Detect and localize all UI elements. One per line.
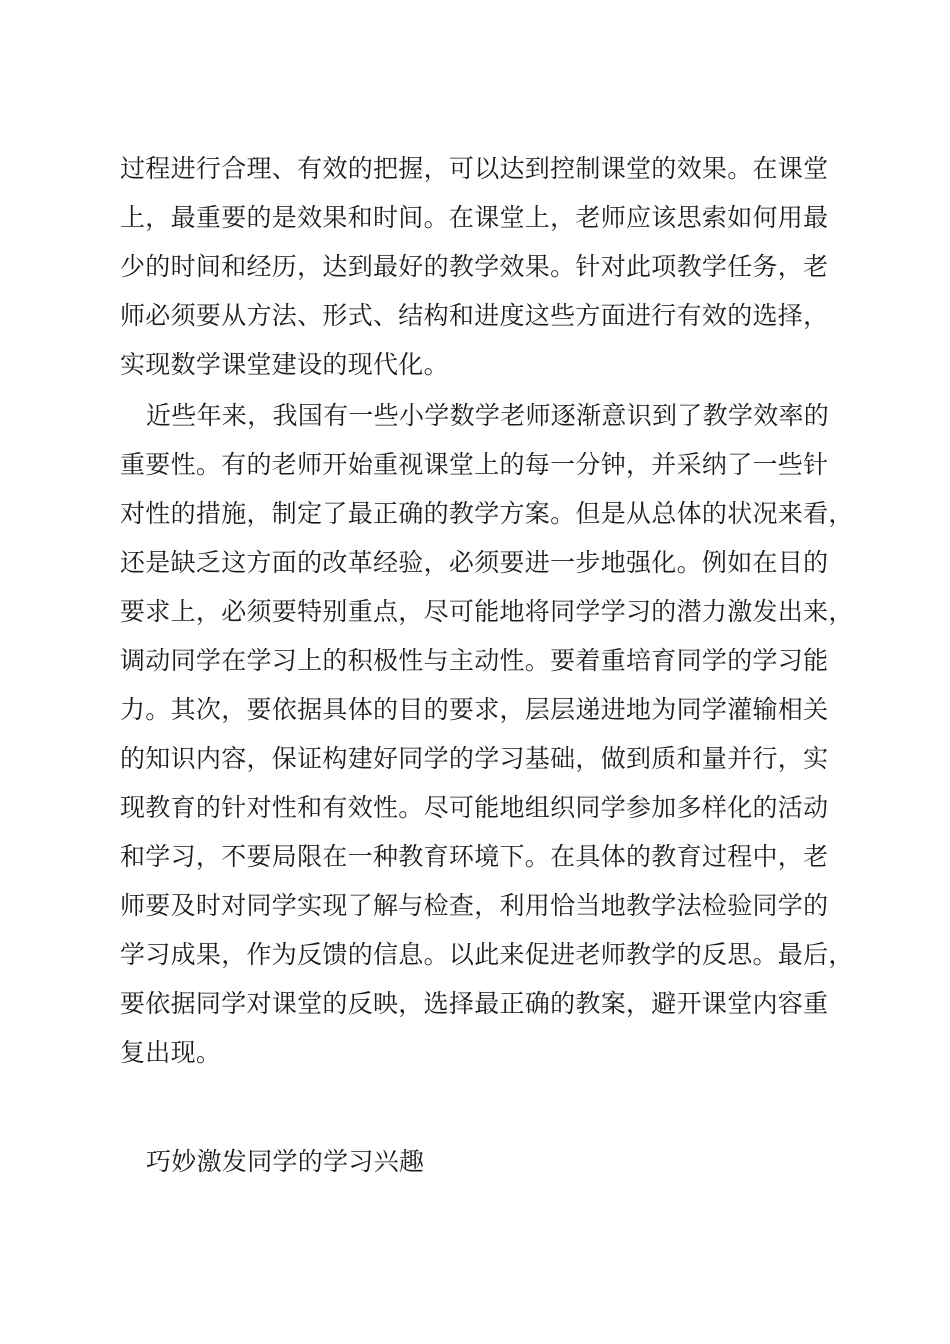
- paragraph-line: 师要及时对同学实现了解与检查，利用恰当地教学法检验同学的: [120, 891, 829, 920]
- paragraph-line: 师必须要从方法、形式、结构和进度这些方面进行有效的选择，: [120, 301, 829, 330]
- paragraph-line: 少的时间和经历，达到最好的教学效果。针对此项教学任务，老: [120, 252, 829, 281]
- paragraph-line: 复出现。: [120, 1038, 222, 1067]
- paragraph-line: 学习成果，作为反馈的信息。以此来促进老师教学的反思。最后，: [120, 940, 854, 969]
- paragraph-line: 和学习，不要局限在一种教育环境下。在具体的教育过程中，老: [120, 842, 829, 871]
- paragraph-line: 实现数学课堂建设的现代化。: [120, 350, 449, 379]
- paragraph-line: 要依据同学对课堂的反映，选择最正确的教案，避开课堂内容重: [120, 989, 829, 1018]
- paragraph-line: 调动同学在学习上的积极性与主动性。要着重培育同学的学习能: [120, 646, 829, 675]
- paragraph-line: 还是缺乏这方面的改革经验，必须要进一步地强化。例如在目的: [120, 548, 829, 577]
- paragraph-line: 上，最重要的是效果和时间。在课堂上，老师应该思索如何用最: [120, 203, 829, 232]
- paragraph-line: 对性的措施，制定了最正确的教学方案。但是从总体的状况来看，: [120, 499, 854, 528]
- paragraph-line: 力。其次，要依据具体的目的要求，层层递进地为同学灌输相关: [120, 695, 829, 724]
- paragraph-line: 现教育的针对性和有效性。尽可能地组织同学参加多样化的活动: [120, 793, 829, 822]
- paragraph-line: 要求上，必须要特别重点，尽可能地将同学学习的潜力激发出来，: [120, 597, 854, 626]
- paragraph-line: 近些年来，我国有一些小学数学老师逐渐意识到了教学效率的: [146, 401, 830, 430]
- paragraph-line: 过程进行合理、有效的把握，可以达到控制课堂的效果。在课堂: [120, 154, 829, 183]
- paragraph-line: 的知识内容，保证构建好同学的学习基础，做到质和量并行，实: [120, 744, 829, 773]
- paragraph-line: 重要性。有的老师开始重视课堂上的每一分钟，并采纳了一些针: [120, 450, 829, 479]
- section-heading: 巧妙激发同学的学习兴趣: [146, 1147, 425, 1176]
